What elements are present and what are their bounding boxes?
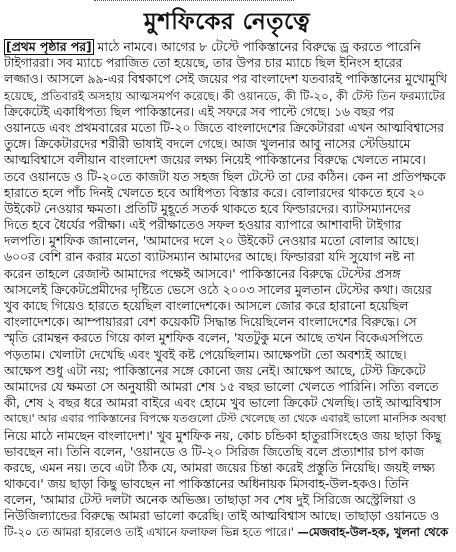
article-line xyxy=(4,444,450,460)
article-line xyxy=(4,282,450,298)
article-line-text: নিয়ে মাঠে নামছেন বাংলাদেশ।' খুব মুশফিক নয়, কোচ চন্ডিকা হাতুরাসিংহেও জয় ছাড়া কিছু xyxy=(4,428,441,443)
article-line xyxy=(4,476,450,492)
article-line xyxy=(4,120,450,136)
article-line-text: আছে।' আর এবার পাকিস্তানের বিপক্ষে যতগুলো টেস্ট খেলেছে তা থেকে এবারই ভালো মানসিক অবস্থা xyxy=(4,412,447,426)
article-line-text: নিউজিল্যান্ডের বিরুদ্ধে আমরা ভালো করেছি। তাই আত্মবিশ্বাস আছে। তাছাড়া ওয়ানডে ও xyxy=(4,509,440,524)
article-line-text: আমাদের যে ক্ষমতা সে অনুযায়ী আমরা শেষ ১৫ বছর ভালো খেলতে পারিনি। সত্যি বলতে xyxy=(4,379,439,394)
article-line-text: খুব কাছে গিয়েও হারতে হয়েছিল বাংলাদেশকে। আসলে জোর করে হারানো হয়েছিল xyxy=(4,299,409,313)
article-line-text: থাকবে।' জয় ছাড়া কিছু ভাবছেন না পাকিস্তানের অধিনায়ক মিসবাহ-উল-হকও। তিনি xyxy=(4,477,409,492)
article-line-text: ক্রিকেটেই একাধিপত্য ছিল পাকিস্তানের। এই সফরে সব পাল্টে গেছে। ১৬ বছর পর xyxy=(4,104,395,119)
article-line xyxy=(4,508,450,524)
article-line xyxy=(4,39,450,55)
article-line xyxy=(4,217,450,233)
article-line-text: বাংলাদেশকে। আম্পায়াররা বেশ কয়েকটি সিদ্ধান্ত দিয়েছিলেন বাংলাদেশের বিরুদ্ধে। সে xyxy=(4,315,417,330)
article-line xyxy=(4,201,450,217)
article-line-text: আসলেই ক্রিকেটপ্রেমীদের দৃষ্টিতে ভেসে ওঠে ২০০৩ সালের মুলতান টেস্টের কথা। জয়ের xyxy=(4,282,432,297)
article-line xyxy=(4,169,450,185)
article-line xyxy=(4,71,450,87)
article-line xyxy=(4,55,450,71)
article-line-text: মাঠে নামবে। আগের ৮ টেস্টে পাকিস্তানের বিরুদ্ধে ড্র করতে পারেনি xyxy=(97,40,421,54)
article-line-text: কী, শেষ ২ বছর ধরে আমরা বাইরে এবং হোমে খুব ভালো ক্রিকেট খেলছি। তাই আত্মবিশ্বাস xyxy=(4,396,442,411)
article-headline: মুশফিকের নেতৃত্বে xyxy=(143,8,311,35)
article-line xyxy=(4,136,450,152)
article-line xyxy=(4,298,450,314)
continued-from-label: [প্রথম পৃষ্ঠার পর] xyxy=(6,40,92,54)
article-line xyxy=(4,460,450,476)
article-line-text: লজ্জাও। আসলে ৯৯-এর বিশ্বকাপে সেই জয়ের পর বাংলাদেশ যতবারই পাকিস্তানের মুখোমুখি xyxy=(4,72,447,87)
article-line-text: তবে ওয়ানডে ও টি-২০তে কাজটা যত সহজ ছিল টেস্টে তা ঢের কঠিন। কেন না প্রতিপক্ষকে xyxy=(4,169,446,184)
article-line-text: টাইগাররা। সব ম্যাচে পরাজিত তো হয়েছে, তার উপর চার ম্যাচে ছিল ইনিংস হারের xyxy=(4,56,403,71)
article-line xyxy=(4,185,450,201)
article-line xyxy=(4,152,450,168)
article-line xyxy=(4,395,450,411)
article-line-text: হয়েছে, প্রতিবারই অসহায় আত্মসমর্পণ করেছে। কী ওয়ানডে, কী টি-২০, কী টেস্ট তিন ফরম্যাটের xyxy=(4,88,446,103)
top-divider xyxy=(94,0,294,5)
article-line xyxy=(4,525,450,541)
article-line xyxy=(4,314,450,330)
article-line-text: ভাবছেন না। তিনি বলেন, 'ওয়ানডে ও টি-২০ সিরিজ জিতেছি বলে প্রত্যাশার চাপ কাজ xyxy=(4,444,424,459)
article-line-text: টি-২০ তে আমরা হারলেও তাই এখানে ফলাফল ভিন্ন হতে পারে।' xyxy=(4,525,294,539)
article-line-text: পড়তাম। খেলাটা দেখেছি এবং খুবই কষ্ট পেয়েছিলাম। আক্ষেপটা তো অবশ্যই আছে। xyxy=(4,347,407,362)
article-body xyxy=(4,39,450,541)
article-line-text: হারাতে হলে পাঁচ দিনই খেলতে হবে আধিপত্য বিস্তার করে। বোলারদের থাকতে হবে ২০ xyxy=(4,185,425,200)
article-line-text: স্মৃতি রোমন্থন করতে গিয়ে কাল মুশফিক বলেন, 'যতটুকু মনে আছে তখন বিকেএসপিতে xyxy=(4,331,423,346)
article-line-text: করেন তাহলে রেজাল্ট আমাদের পক্ষেই আসবে।' পাকিস্তানের বিরুদ্ধে টেস্টের প্রসঙ্গ xyxy=(4,266,401,281)
article-line xyxy=(4,379,450,395)
article-line xyxy=(4,330,450,346)
article-line xyxy=(4,88,450,104)
article-line-text: উইকেট নেওয়ার ক্ষমতা। প্রতিটি মুহূর্তে সতর্ক থাকতে হবে ফিল্ডারদের। ব্যাটসম্যানদের xyxy=(4,201,411,216)
article-line xyxy=(4,411,450,427)
article-line xyxy=(4,266,450,282)
article-line xyxy=(4,347,450,363)
article-line-text: ওয়ানডে এবং প্রথমবারের মতো টি-২০ জিতে বাংলাদেশের ক্রিকেটাররা এখন আত্মবিশ্বাসের xyxy=(4,120,444,135)
byline: —মেজবাহ-উল-হক, খুলনা থেকে xyxy=(297,525,449,539)
article-line-text: আত্মবিশ্বাসে বলীয়ান বাংলাদেশ জয়ের লক্ষ্য নিয়েই পাকিস্তানের বিরুদ্ধে খেলতে নামবে। xyxy=(4,153,426,168)
article-line-text: বলেন, 'আমার টেস্ট দলটা অনেক অভিজ্ঞ। তাছাড়া সব শেষ দুই সিরিজে অস্ট্রেলিয়া ও xyxy=(4,493,417,508)
article-line xyxy=(4,249,450,265)
article-line xyxy=(4,492,450,508)
article-line xyxy=(4,363,450,379)
article-line xyxy=(4,233,450,249)
article-line-text: ৬০০র বেশি রান করার মতো ব্যাটসম্যান আমাদের আছে। ফিল্ডাররা যদি সুযোগ নষ্ট না xyxy=(4,250,415,265)
article-line xyxy=(4,104,450,120)
article-line-text: তুঙ্গে। ক্রিকেটারদের শরীরী ভাষাই বদলে গেছে। আজ খুলনার আবু নাসের স্টেডিয়ামে xyxy=(4,137,411,152)
article-line-text: দিতে হবে ধৈর্যের পরীক্ষা। এই পরীক্ষাতেও সফল হওয়ার ব্যাপারে আশাবাদী টাইগার xyxy=(4,218,402,233)
article-line-text: দলপতি। মুশফিক জানালেন, 'আমাদের দলে ২০ উইকেট নেওয়ার মতো বোলার আছে। xyxy=(4,234,419,249)
article-line xyxy=(4,428,450,444)
article-line-text: করছে, এমন নয়। তবে এটা ঠিক যে, আমরা জয়ের চিন্তা করেই প্রস্তুতি নিয়েছি। জয়ই লক্ষ্য xyxy=(4,460,436,475)
article-line-text: আক্ষেপ শুধু এটা নয়; পাকিস্তানের সঙ্গে কোনো জয় নেই। আক্ষেপ আছে, টেস্ট ক্রিকেটে xyxy=(4,363,426,378)
